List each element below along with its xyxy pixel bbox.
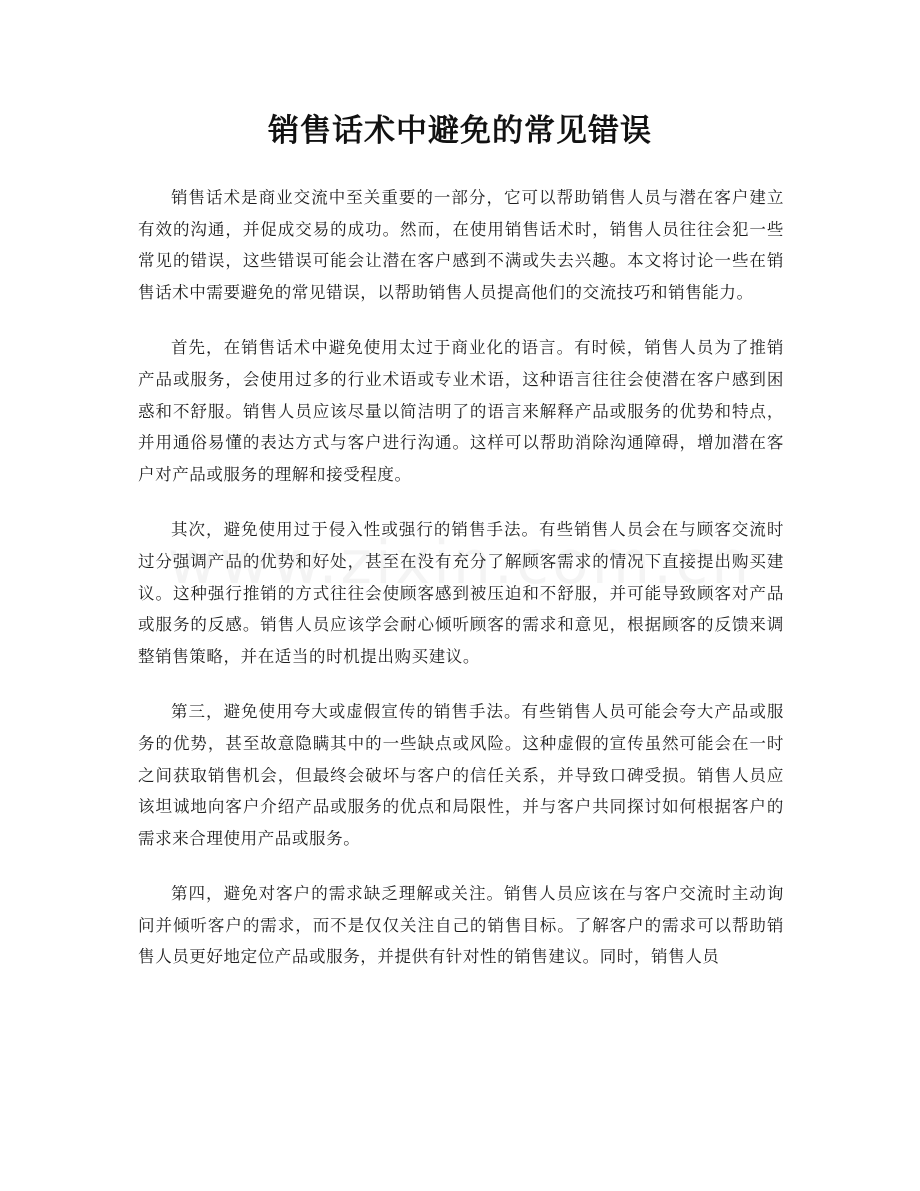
document-body bbox=[138, 182, 784, 997]
paragraph-fourth-point: 第四，避免对客户的需求缺乏理解或关注。销售人员应该在与客户交流时主动询问并倾听客户的需求，而不是仅仅关注自己的销售目标。了解客户的需求可以帮助销售人员更好地定位产品或服务，并提供有针对性的销售建议。同时，销售人员 bbox=[138, 884, 784, 967]
paragraph-first-point: 首先，在销售话术中避免使用太过于商业化的语言。有时候，销售人员为了推销产品或服务，会使用过多的行业术语或专业术语，这种语言往往会使潜在客户感到困惑和不舒服。销售人员应该尽量以简洁明了的语言来解释产品或服务的优势和特点，并用通俗易懂的表达方式与客户进行沟通。这样可以帮助消除沟通障碍，增加潜在客户对产品或服务的理解和接受程度。 bbox=[138, 338, 784, 484]
paragraph-intro: 销售话术是商业交流中至关重要的一部分，它可以帮助销售人员与潜在客户建立有效的沟通，并促成交易的成功。然而，在使用销售话术时，销售人员往往会犯一些常见的错误，这些错误可能会让潜在客户感到不满或失去兴趣。本文将讨论一些在销售话术中需要避免的常见错误，以帮助销售人员提高他们的交流技巧和销售能力。 bbox=[138, 188, 784, 302]
page-title: 销售话术中避免的常见错误 bbox=[268, 113, 652, 149]
paragraph-second-point: 其次，避免使用过于侵入性或强行的销售手法。有些销售人员会在与顾客交流时过分强调产品的优势和好处，甚至在没有充分了解顾客需求的情况下直接提出购买建议。这种强行推销的方式往往会使顾客感到被压迫和不舒服，并可能导致顾客对产品或服务的反感。销售人员应该学会耐心倾听顾客的需求和意见，根据顾客的反馈来调整销售策略，并在适当的时机提出购买建议。 bbox=[138, 520, 784, 666]
paragraph-third-point: 第三，避免使用夸大或虚假宣传的销售手法。有些销售人员可能会夸大产品或服务的优势，甚至故意隐瞒其中的一些缺点或风险。这种虚假的宣传虽然可能会在一时之间获取销售机会，但最终会破坏与客户的信任关系，并导致口碑受损。销售人员应该坦诚地向客户介绍产品或服务的优点和局限性，并与客户共同探讨如何根据客户的需求来合理使用产品或服务。 bbox=[138, 702, 784, 848]
